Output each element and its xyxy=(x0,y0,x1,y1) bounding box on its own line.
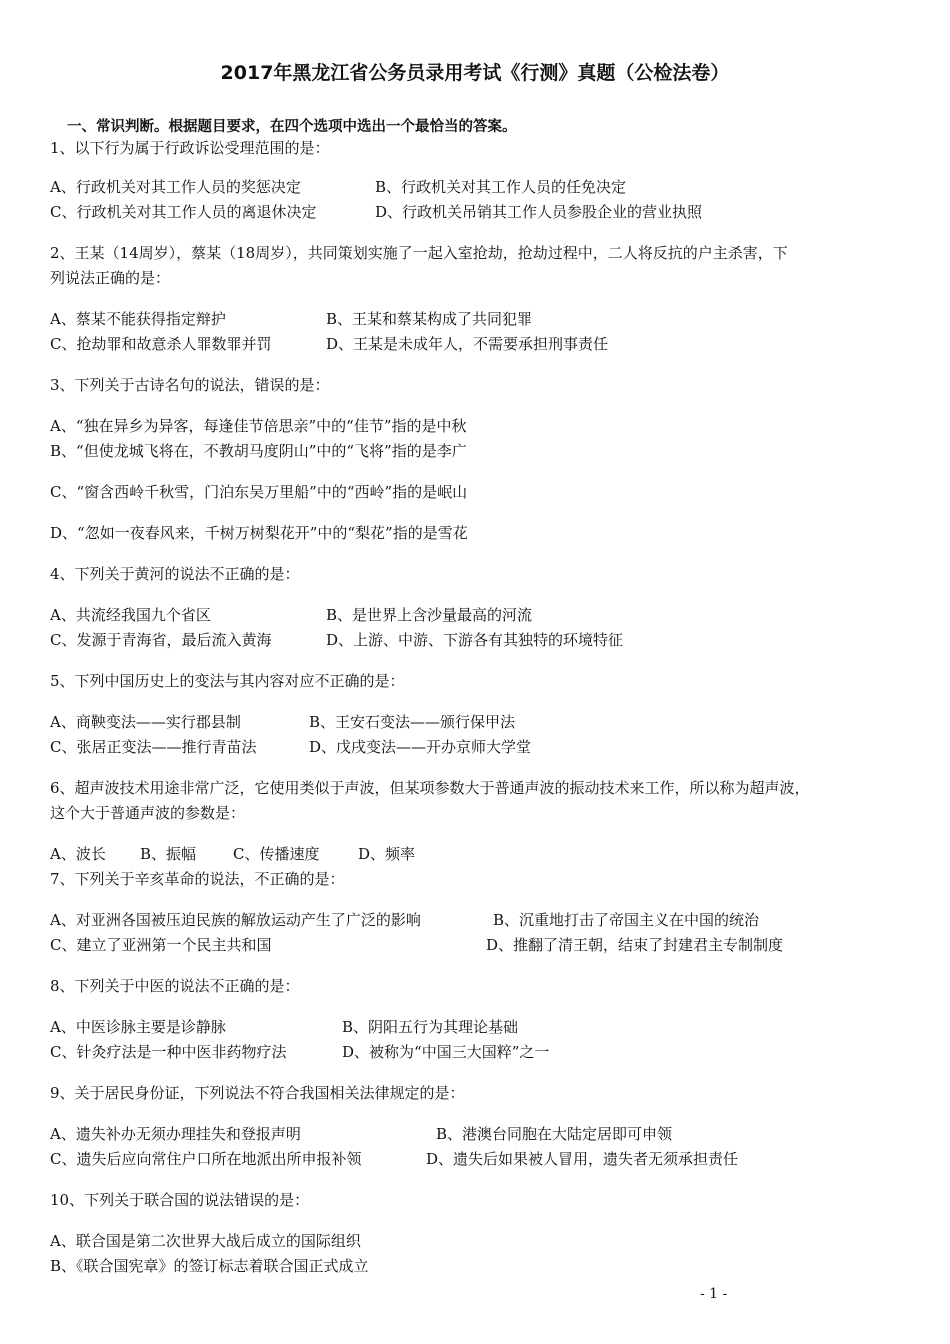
option-text: C、遗失后应向常住户口所在地派出所申报补领 xyxy=(50,1150,362,1168)
question-stem: 6、超声波技术用途非常广泛，它使用类似于声波，但某项参数大于普通声波的振动技术来工作，所以称为超声波， xyxy=(50,779,810,797)
option-text: C、发源于青海省，最后流入黄海 xyxy=(50,631,272,649)
option-text: C、针灸疗法是一种中医非药物疗法 xyxy=(50,1043,287,1061)
option-text: B、是世界上含沙量最高的河流 xyxy=(326,606,533,624)
option-text: C、传播速度 xyxy=(233,845,320,863)
option-text: A、遗失补办无须办理挂失和登报声明 xyxy=(50,1125,301,1143)
option-text: C、张居正变法——推行青苗法 xyxy=(50,738,257,756)
option-text: C、建立了亚洲第一个民主共和国 xyxy=(50,936,272,954)
option-text: D、戊戌变法——开办京师大学堂 xyxy=(309,738,532,756)
section-heading: 一、常识判断。根据题目要求，在四个选项中选出一个最恰当的答案。 xyxy=(67,119,517,135)
option-text: A、商鞅变法——实行郡县制 xyxy=(50,713,241,731)
option-text: B、沉重地打击了帝国主义在中国的统治 xyxy=(493,911,760,929)
option-text: B、振幅 xyxy=(140,845,197,863)
option-text: D、遗失后如果被人冒用，遗失者无须承担责任 xyxy=(426,1150,739,1168)
page-number: - 1 - xyxy=(700,1286,728,1302)
question-stem: 这个大于普通声波的参数是： xyxy=(50,804,246,822)
option-text: A、蔡某不能获得指定辩护 xyxy=(50,310,226,328)
option-text: A、中医诊脉主要是诊静脉 xyxy=(50,1018,226,1036)
option-text: A、“独在异乡为异客，每逢佳节倍思亲”中的“佳节”指的是中秋 xyxy=(50,417,467,435)
option-text: D、上游、中游、下游各有其独特的环境特征 xyxy=(326,631,624,649)
question-stem: 5、下列中国历史上的变法与其内容对应不正确的是： xyxy=(50,672,405,690)
option-text: A、行政机关对其工作人员的奖惩决定 xyxy=(50,178,301,196)
option-text: B、港澳台同胞在大陆定居即可申领 xyxy=(436,1125,673,1143)
option-text: D、行政机关吊销其工作人员参股企业的营业执照 xyxy=(375,203,703,221)
option-text: B、王安石变法——颁行保甲法 xyxy=(309,713,516,731)
question-stem: 1、以下行为属于行政诉讼受理范围的是： xyxy=(50,139,330,157)
option-text: D、“忽如一夜春风来，千树万树梨花开”中的“梨花”指的是雪花 xyxy=(50,524,468,542)
question-stem: 8、下列关于中医的说法不正确的是： xyxy=(50,977,300,995)
question-stem: 列说法正确的是： xyxy=(50,269,171,287)
option-text: D、频率 xyxy=(358,845,416,863)
option-text: A、联合国是第二次世界大战后成立的国际组织 xyxy=(50,1232,361,1250)
question-stem: 9、关于居民身份证，下列说法不符合我国相关法律规定的是： xyxy=(50,1084,465,1102)
option-text: C、“窗含西岭千秋雪，门泊东吴万里船”中的“西岭”指的是岷山 xyxy=(50,483,468,501)
option-text: D、王某是未成年人，不需要承担刑事责任 xyxy=(326,335,609,353)
option-text: B、行政机关对其工作人员的任免决定 xyxy=(375,178,627,196)
option-text: B、“但使龙城飞将在，不教胡马度阴山”中的“飞将”指的是李广 xyxy=(50,442,467,460)
option-text: A、波长 xyxy=(50,845,106,863)
option-text: D、被称为“中国三大国粹”之一 xyxy=(342,1043,550,1061)
option-text: B、《联合国宪章》的签订标志着联合国正式成立 xyxy=(50,1257,369,1275)
question-stem: 10、下列关于联合国的说法错误的是： xyxy=(50,1191,310,1209)
option-text: C、抢劫罪和故意杀人罪数罪并罚 xyxy=(50,335,272,353)
question-stem: 3、下列关于古诗名句的说法，错误的是： xyxy=(50,376,330,394)
document-title: 2017年黑龙江省公务员录用考试《行测》真题（公检法卷） xyxy=(220,62,730,84)
question-stem: 4、下列关于黄河的说法不正确的是： xyxy=(50,565,300,583)
option-text: C、行政机关对其工作人员的离退休决定 xyxy=(50,203,317,221)
question-stem: 2、王某（14周岁），蔡某（18周岁），共同策划实施了一起入室抢劫，抢劫过程中，二人将反抗的户主杀害，下 xyxy=(50,244,788,262)
option-text: B、阴阳五行为其理论基础 xyxy=(342,1018,519,1036)
question-stem: 7、下列关于辛亥革命的说法，不正确的是： xyxy=(50,870,345,888)
option-text: B、王某和蔡某构成了共同犯罪 xyxy=(326,310,533,328)
option-text: D、推翻了清王朝，结束了封建君主专制制度 xyxy=(486,936,784,954)
option-text: A、共流经我国九个省区 xyxy=(50,606,211,624)
option-text: A、对亚洲各国被压迫民族的解放运动产生了广泛的影响 xyxy=(50,911,421,929)
